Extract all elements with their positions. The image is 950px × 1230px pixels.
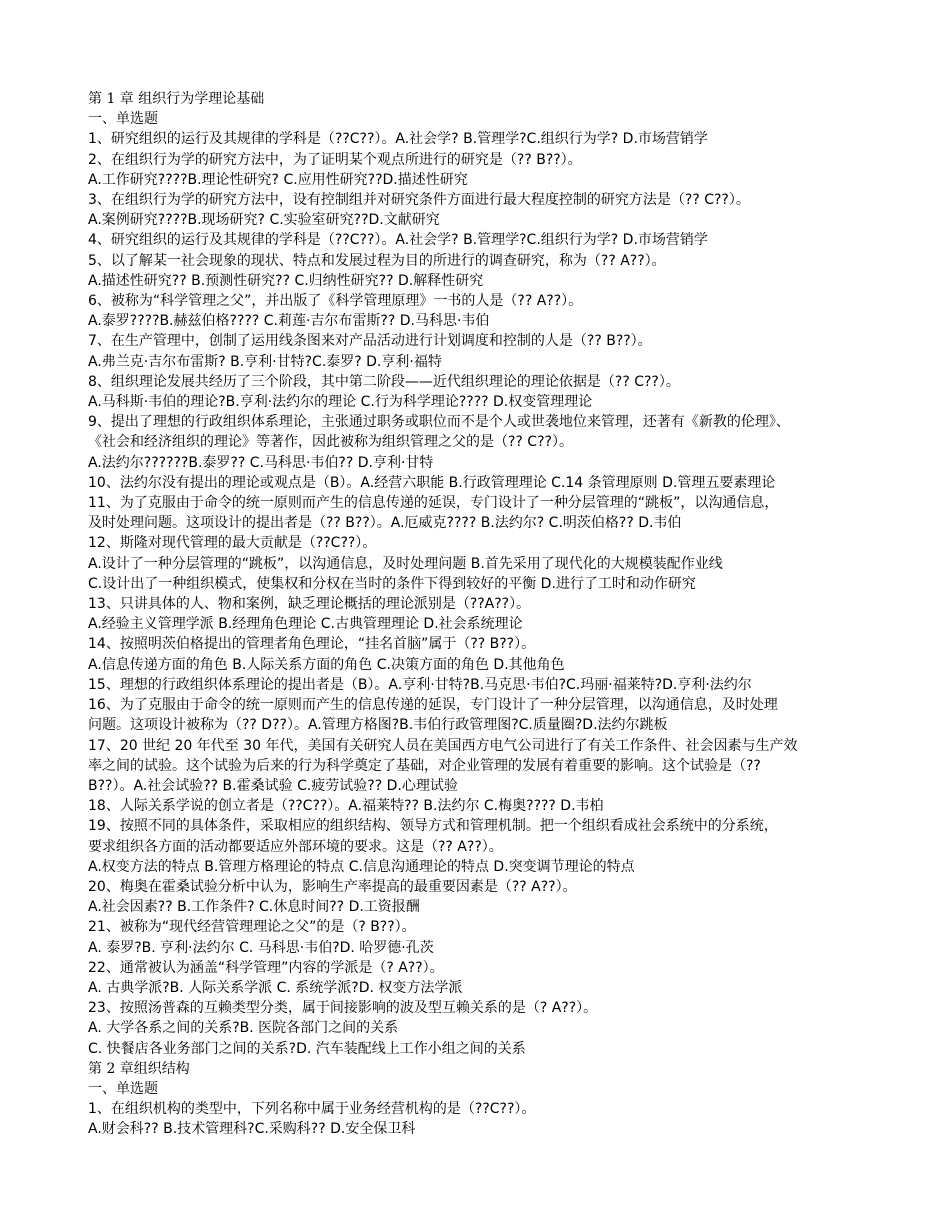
text-line: 《社会和经济组织的理论》等著作，因此被称为组织管理之父的是（?? C??）。 bbox=[88, 434, 573, 451]
text-line: A.泰罗????B.赫兹伯格???? C.莉莲·吉尔布雷斯?? D.马科思·韦伯 bbox=[88, 313, 490, 330]
chapter-heading: 第 2 章组织结构 bbox=[88, 1060, 190, 1077]
text-line: 21、被称为“现代经营管理理论之父”的是（? B??）。 bbox=[88, 919, 416, 936]
text-line: 问题。这项设计被称为（?? D??）。A.管理方格图?B.韦伯行政管理图?C.质量圈?D.法约尔跳板 bbox=[88, 717, 668, 734]
text-line: 16、为了克服由于命令的统一原则而产生的信息传递的延误，专门设计了一种分层管理，以沟通信息，及时处理 bbox=[88, 697, 778, 714]
text-line: A. 大学各系之间的关系?B. 医院各部门之间的关系 bbox=[88, 1020, 399, 1037]
text-line: 7、在生产管理中，创制了运用线条图来对产品活动进行计划调度和控制的人是（?? B??）。 bbox=[88, 333, 652, 350]
document-body bbox=[88, 89, 878, 1140]
text-line: 1、在组织机构的类型中，下列名称中属于业务经营机构的是（??C??）。 bbox=[88, 1101, 536, 1118]
text-line: 22、通常被认为涵盖“科学管理”内容的学派是（? A??）。 bbox=[88, 959, 444, 976]
text-line: C. 快餐店各业务部门之间的关系?D. 汽车装配线上工作小组之间的关系 bbox=[88, 1040, 526, 1057]
text-line: 15、理想的行政组织体系理论的提出者是（B）。A.亨利·甘特?B.马克思·韦伯?C.玛丽·福莱特?D.亨利·法约尔 bbox=[88, 676, 752, 693]
text-line: 2、在组织行为学的研究方法中，为了证明某个观点所进行的研究是（?? B??）。 bbox=[88, 151, 582, 168]
text-line: 18、人际关系学说的创立者是（??C??）。A.福莱特?? B.法约尔 C.梅奥???? D.韦柏 bbox=[88, 798, 604, 815]
text-line: A. 泰罗?B. 亨利·法约尔 C. 马科思·韦伯?D. 哈罗德·孔茨 bbox=[88, 939, 434, 956]
text-line: A.社会因素?? B.工作条件? C.休息时间?? D.工资报酬 bbox=[88, 899, 420, 916]
text-line: 要求组织各方面的活动都要适应外部环境的要求。这是（?? A??）。 bbox=[88, 838, 503, 855]
text-line: 5、以了解某一社会现象的现状、特点和发展过程为目的所进行的调查研究，称为（?? A??）。 bbox=[88, 252, 666, 269]
text-line: 10、法约尔没有提出的理论或观点是（B）。A.经营六职能 B.行政管理理论 C.14 条管理原则 D.管理五要素理论 bbox=[88, 474, 776, 491]
text-line: A.设计了一种分层管理的“跳板”，以沟通信息，及时处理问题 B.首先采用了现代化的大规模装配作业线 bbox=[88, 555, 723, 572]
text-line: 11、为了克服由于命令的统一原则而产生的信息传递的延误，专门设计了一种分层管理的“跳板”，以沟通信息， bbox=[88, 495, 779, 512]
text-line: 率之间的试验。这个试验为后来的行为科学奠定了基础，对企业管理的发展有着重要的影响。这个试验是（?? bbox=[88, 757, 761, 774]
text-line: 8、组织理论发展共经历了三个阶段，其中第二阶段——近代组织理论的理论依据是（?? C??）。 bbox=[88, 373, 680, 390]
text-line: A.经验主义管理学派 B.经理角色理论 C.古典管理理论 D.社会系统理论 bbox=[88, 616, 523, 633]
text-line: 4、研究组织的运行及其规律的学科是（??C??）。A.社会学? B.管理学?C.组织行为学? D.市场营销学 bbox=[88, 232, 708, 249]
text-line: 13、只讲具体的人、物和案例，缺乏理论概括的理论派别是（??A??）。 bbox=[88, 596, 531, 613]
text-line: 9、提出了理想的行政组织体系理论，主张通过职务或职位而不是个人或世袭地位来管理，还著有《新教的伦理》、 bbox=[88, 414, 790, 431]
text-line: A.案例研究????B.现场研究? C.实验室研究??D.文献研究 bbox=[88, 212, 440, 229]
text-line: A.描述性研究?? B.预测性研究?? C.归纳性研究?? D.解释性研究 bbox=[88, 272, 484, 289]
text-line: A.马科斯·韦伯的理论?B.亨利·法约尔的理论 C.行为科学理论???? D.权变管理理论 bbox=[88, 394, 593, 411]
text-line: A.法约尔??????B.泰罗?? C.马科思·韦伯?? D.亨利·甘特 bbox=[88, 454, 434, 471]
text-line: A.财会科?? B.技术管理科?C.采购科?? D.安全保卫科 bbox=[88, 1121, 416, 1138]
chapter-heading: 第 1 章 组织行为学理论基础 bbox=[88, 91, 265, 107]
section-heading: 一、单选题 bbox=[88, 111, 158, 128]
text-line: C.设计出了一种组织模式，使集权和分权在当时的条件下得到较好的平衡 D.进行了工时和动作研究 bbox=[88, 575, 696, 592]
text-line: A.弗兰克·吉尔布雷斯? B.亨利·甘特?C.泰罗? D.亨利·福特 bbox=[88, 353, 442, 370]
text-line: 17、20 世纪 20 年代至 30 年代，美国有关研究人员在美国西方电气公司进行了有关工作条件、社会因素与生产效 bbox=[88, 737, 798, 754]
text-line: 1、研究组织的运行及其规律的学科是（??C??）。A.社会学? B.管理学?C.组织行为学? D.市场营销学 bbox=[88, 131, 708, 148]
text-line: A.权变方法的特点 B.管理方格理论的特点 C.信息沟通理论的特点 D.突变调节理论的特点 bbox=[88, 858, 635, 875]
section-heading: 一、单选题 bbox=[88, 1080, 158, 1097]
text-line: 及时处理问题。这项设计的提出者是（?? B??）。A.厄威克???? B.法约尔? C.明茨伯格?? D.韦伯 bbox=[88, 515, 682, 532]
text-line: 20、梅奥在霍桑试验分析中认为，影响生产率提高的最重要因素是（?? A??）。 bbox=[88, 878, 577, 895]
text-line: A.工作研究????B.理论性研究? C.应用性研究??D.描述性研究 bbox=[88, 171, 468, 188]
text-line: A.信息传递方面的角色 B.人际关系方面的角色 C.决策方面的角色 D.其他角色 bbox=[88, 656, 565, 673]
text-line: 19、按照不同的具体条件，采取相应的组织结构、领导方式和管理机制。把一个组织看成社会系统中的分系统， bbox=[88, 818, 778, 835]
text-line: 12、斯隆对现代管理的最大贡献是（??C??）。 bbox=[88, 535, 377, 552]
text-line: A. 古典学派?B. 人际关系学派 C. 系统学派?D. 权变方法学派 bbox=[88, 979, 463, 996]
text-line: 23、按照汤普森的互赖类型分类，属于间接影响的波及型互赖关系的是（? A??）。 bbox=[88, 1000, 598, 1017]
text-line: 6、被称为“科学管理之父”，并出版了《科学管理原理》一书的人是（?? A??）。 bbox=[88, 293, 583, 310]
text-line: 14、按照明茨伯格提出的管理者角色理论，“挂名首脑”属于（?? B??）。 bbox=[88, 636, 536, 653]
text-line: 3、在组织行为学的研究方法中，设有控制组并对研究条件方面进行最大程度控制的研究方法是（?? C??）。 bbox=[88, 192, 750, 209]
text-line: B??）。A.社会试验?? B.霍桑试验 C.疲劳试验?? D.心理试验 bbox=[88, 777, 458, 794]
